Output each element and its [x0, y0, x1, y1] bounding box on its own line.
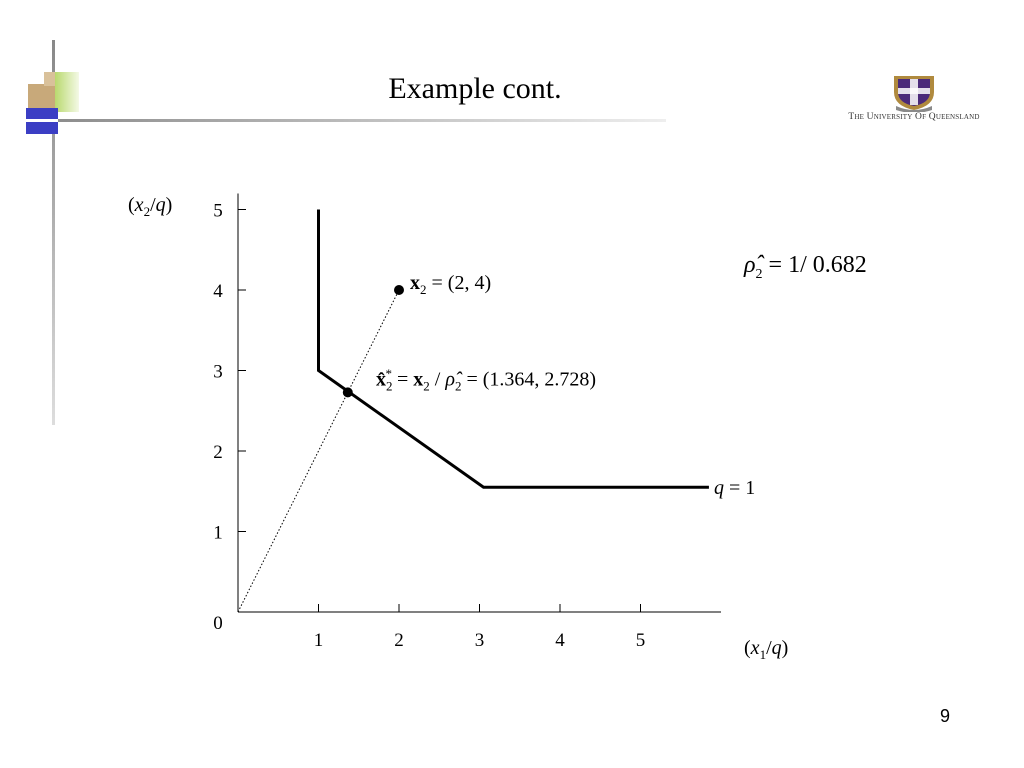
x2-point-label: $x_2 = (2$, 4)	[410, 272, 492, 297]
y-tick-label: 2	[213, 442, 223, 463]
isoquant-line	[319, 210, 709, 488]
x-axis-label: $(x_1/q)$	[744, 637, 789, 662]
x-tick-label: 1	[313, 630, 324, 651]
x2-star-label: $x̂_2^* = x_2$ / $\rhô_2 = (1.364$, 2.728)	[376, 366, 597, 394]
x2-point	[394, 285, 404, 295]
series-layer	[319, 210, 709, 488]
y-tick-label: 4	[213, 281, 223, 302]
x-tick-label: 3	[474, 630, 485, 651]
chart-ticks	[213, 201, 645, 652]
chart-axes	[238, 194, 721, 613]
x2-star-point	[343, 387, 353, 397]
x-tick-label: 5	[635, 630, 646, 651]
curve-label: q = 1	[714, 477, 756, 499]
x-tick-label: 4	[555, 630, 565, 651]
y-axis-label: $(x_2/q)$	[128, 194, 173, 219]
rho-annotation: $\rhô_2 = 1/$ 0.682	[744, 252, 867, 282]
logo-text: The University Of Queensland	[848, 112, 980, 122]
x-tick-label: 2	[394, 630, 404, 651]
page-number: 9	[940, 706, 951, 726]
slide-title: Example cont.	[388, 72, 562, 105]
y-tick-label: 5	[213, 200, 223, 222]
origin-label: 0	[213, 613, 223, 634]
y-tick-label: 3	[213, 361, 223, 383]
y-tick-label: 1	[213, 522, 223, 544]
